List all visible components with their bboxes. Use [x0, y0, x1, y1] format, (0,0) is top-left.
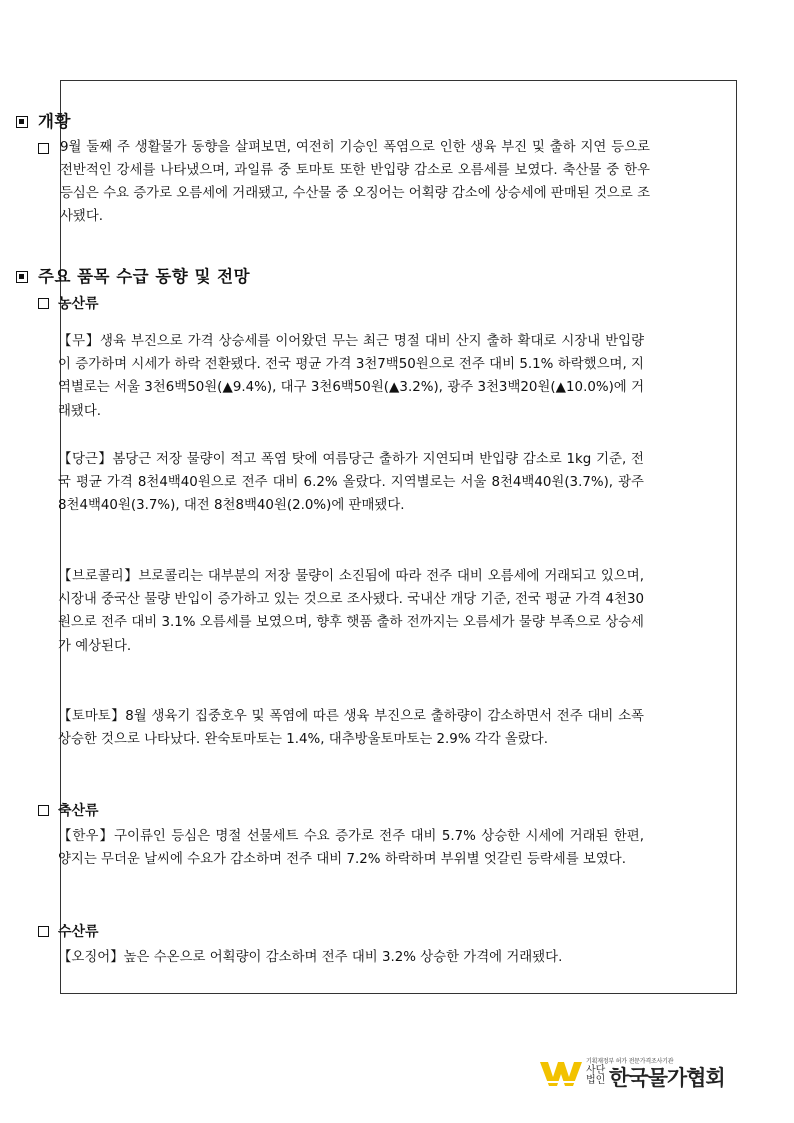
- square-bullet-icon: [16, 271, 28, 283]
- logo-corp-type: 사단법인: [586, 1065, 606, 1086]
- category-agri: 농산류: [38, 293, 99, 313]
- checkbox-bullet-icon: [38, 298, 49, 309]
- paragraph-radish: 【무】생육 부진으로 가격 상승세를 이어왔던 무는 최근 명절 대비 산지 출하 확대로 시장내 반입량이 증가하며 시세가 하락 전환됐다. 전국 평균 가격 3천7백50원으로 전주 대비 5.1% 하락했으며, 지역별로는 서울 3천6백50원(▲9.4%), 대구 3천6백50원(▲3.2%), 광주 3천3백20원(▲10.0%)에 거래됐다.: [58, 334, 644, 419]
- major-items-heading: 주요 품목 수급 동향 및 전망: [16, 263, 250, 287]
- square-bullet-icon: [16, 116, 28, 128]
- overview-paragraph: 9월 둘째 주 생활물가 동향을 살펴보면, 여전히 기승인 폭염으로 인한 생육 부진 및 출하 지연 등으로 전반적인 강세를 나타냈으며, 과일류 중 토마토 또한 반입량 감소로 오름세를 보였다. 축산물 중 한우 등심은 수요 증가로 오름세에 거래됐고, 수산물 중 오징어는 어획량 감소에 상승세에 판매된 것으로 조사됐다.: [38, 136, 650, 228]
- association-logo-icon: [540, 1062, 582, 1086]
- overview-heading: 개황: [16, 108, 71, 132]
- category-livestock: 축산류: [38, 800, 99, 820]
- logo-subtitle: 기획재정부 허가 전문가격조사기관: [586, 1058, 674, 1065]
- paragraph-carrot: 【당근】봄당근 저장 물량이 적고 폭염 탓에 여름당근 출하가 지연되며 반입량 감소로 1kg 기준, 전국 평균 가격 8천4백40원으로 전주 대비 6.2% 올랐다. 지역별로는 서울 8천4백40원(3.7%), 광주 8천4백40원(3.7%), 대전 8천8백40원(2.0%)에 판매됐다.: [58, 452, 644, 514]
- paragraph-squid: 【오징어】높은 수온으로 어획량이 감소하며 전주 대비 3.2% 상승한 가격에 거래됐다.: [58, 950, 563, 965]
- logo-name: 한국물가협회: [609, 1066, 725, 1090]
- paragraph-tomato: 【토마토】8월 생육기 집중호우 및 폭염에 따른 생육 부진으로 출하량이 감소하면서 전주 대비 소폭 상승한 것으로 나타났다. 완숙토마토는 1.4%, 대추방울토마토는 2.9% 각각 올랐다.: [58, 709, 644, 748]
- checkbox-bullet-icon: [38, 926, 49, 937]
- footer-logo: [540, 1056, 738, 1092]
- paragraph-broccoli: 【브로콜리】브로콜리는 대부분의 저장 물량이 소진됨에 따라 전주 대비 오름세에 거래되고 있으며, 시장내 중국산 물량 반입이 증가하고 있는 것으로 조사됐다. 국내산 개당 기준, 전국 평균 가격 4천30원으로 전주 대비 3.1% 오름세를 보였으며, 향후 햇품 출하 전까지는 오름세가 물량 부족으로 상승세가 예상된다.: [58, 569, 644, 654]
- category-fishery: 수산류: [38, 921, 99, 941]
- checkbox-bullet-icon: [38, 805, 49, 816]
- paragraph-hanwoo: 【한우】구이류인 등심은 명절 선물세트 수요 증가로 전주 대비 5.7% 상승한 시세에 거래된 한편, 양지는 무더운 날씨에 수요가 감소하며 전주 대비 7.2% 하락하며 부위별 엇갈린 등락세를 보였다.: [58, 829, 644, 868]
- checkbox-bullet-icon: [38, 143, 49, 154]
